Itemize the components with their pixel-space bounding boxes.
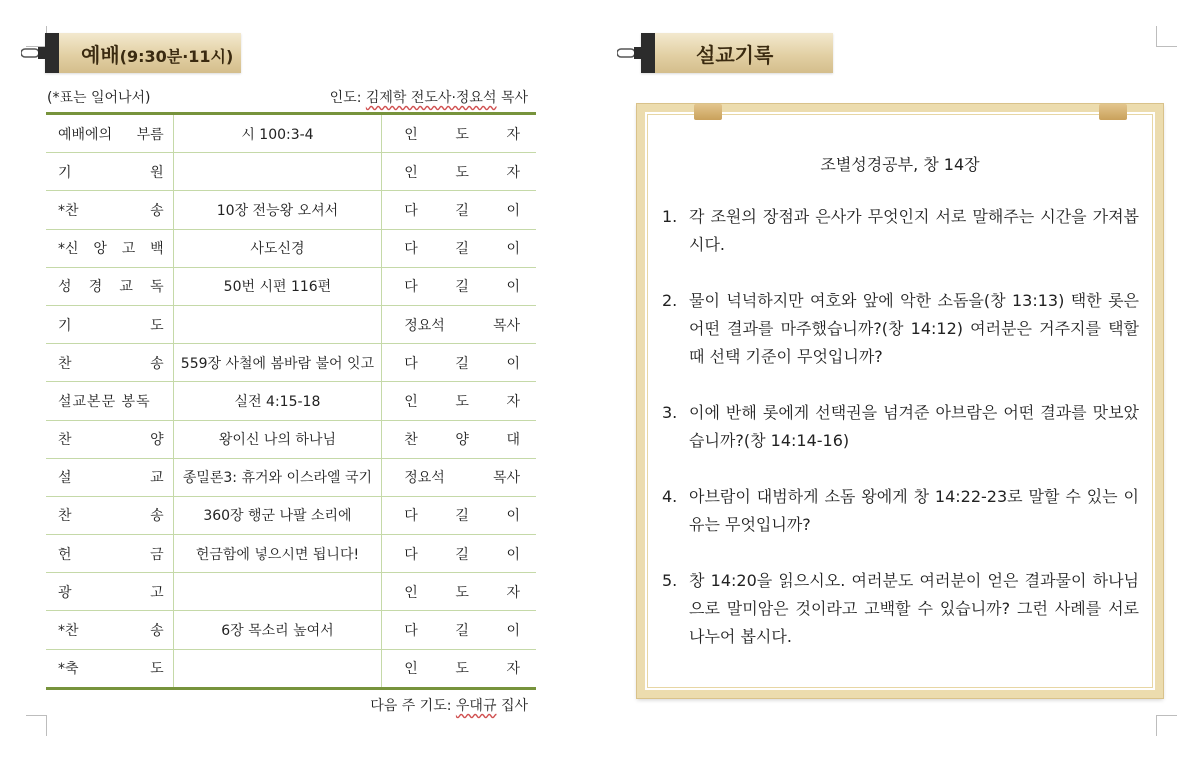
question-number: 4. — [662, 487, 678, 506]
question-text: 물이 넉넉하지만 여호와 앞에 악한 소돔을(창 13:13) 택한 롯은 어떤 결과를 마주했습니까?(창 14:12) 여러분은 거주지를 택할 때 선택 기준이 무엇입니까? — [689, 291, 1139, 366]
order-item-label: 찬 송 — [58, 508, 164, 525]
order-item-label: 찬 양 — [58, 432, 164, 449]
worship-banner — [45, 33, 241, 73]
order-item-label: 성 경 교 독 — [58, 279, 164, 296]
order-item-label: *찬 송 — [58, 623, 164, 640]
order-person-label: 다 길 이 — [404, 623, 520, 640]
order-item — [46, 267, 173, 305]
order-person-label: 다 길 이 — [404, 355, 520, 372]
question-text: 창 14:20을 읽으시오. 여러분도 여러분이 얻은 결과물이 하나님으로 말미암은 것이라고 고백할 수 있습니까? 그런 사례를 서로 나누어 봅시다. — [689, 571, 1139, 646]
order-person-label: 인 도 자 — [404, 584, 520, 601]
order-person — [382, 649, 536, 688]
table-row — [46, 420, 536, 458]
order-item — [46, 114, 173, 153]
order-item — [46, 229, 173, 267]
order-content: 6장 목소리 높여서 — [173, 611, 382, 649]
order-content — [173, 305, 382, 343]
order-item — [46, 382, 173, 420]
question-number: 5. — [662, 571, 678, 590]
order-item-label: 설교본문 봉독 — [58, 393, 151, 410]
order-person-label: 찬 양 대 — [404, 432, 520, 449]
order-person-label: 다 길 이 — [404, 202, 520, 219]
question-text: 이에 반해 롯에게 선택권을 넘겨준 아브람은 어떤 결과를 맛보았습니까?(창 14:14-16) — [689, 403, 1139, 450]
order-person — [382, 153, 536, 191]
question-number: 3. — [662, 403, 678, 422]
order-content: 헌금함에 넣으시면 됩니다! — [173, 535, 382, 573]
table-row — [46, 305, 536, 343]
order-item — [46, 420, 173, 458]
order-person — [382, 267, 536, 305]
order-item-label: *축 도 — [58, 661, 164, 678]
crop-mark-bottom-left — [26, 715, 47, 736]
stand-note: (*표는 일어나서) — [47, 90, 151, 106]
next-week-prayer: 다음 주 기도: 우대규 집사 — [370, 698, 528, 714]
order-person — [382, 114, 536, 153]
binder-clip-icon — [21, 46, 55, 60]
order-item — [46, 535, 173, 573]
order-person — [382, 305, 536, 343]
crop-mark-top-left — [26, 26, 47, 47]
crop-mark-bottom-right — [1156, 715, 1177, 736]
order-person-label: 정요석 목사 — [404, 317, 520, 334]
order-person — [382, 458, 536, 496]
order-item-label: *찬 송 — [58, 202, 164, 219]
order-person-label: 인 도 자 — [404, 126, 520, 143]
order-person — [382, 535, 536, 573]
order-content: 559장 사철에 봄바람 불어 잇고 — [173, 344, 382, 382]
order-content — [173, 153, 382, 191]
order-item-label: 헌 금 — [58, 546, 164, 563]
order-item — [46, 305, 173, 343]
order-item — [46, 496, 173, 534]
order-person-label: 다 길 이 — [404, 279, 520, 296]
order-content: 종밀론3: 휴거와 이스라엘 국기 — [173, 458, 382, 496]
sermon-title: 조별성경공부, 창 14장 — [820, 155, 980, 174]
order-person — [382, 344, 536, 382]
order-person — [382, 611, 536, 649]
order-person — [382, 229, 536, 267]
order-item-label: 광 고 — [58, 584, 164, 601]
order-item — [46, 458, 173, 496]
order-item — [46, 191, 173, 229]
order-item-label: 예배에의 부름 — [58, 126, 164, 143]
order-content: 사도신경 — [173, 229, 382, 267]
order-item — [46, 344, 173, 382]
order-item — [46, 611, 173, 649]
table-row — [46, 114, 536, 153]
table-row — [46, 153, 536, 191]
table-row — [46, 573, 536, 611]
tape-right — [1099, 104, 1127, 120]
order-content: 360장 행군 나팔 소리에 — [173, 496, 382, 534]
order-content — [173, 649, 382, 688]
question-text: 각 조원의 장점과 은사가 무엇인지 서로 말해주는 시간을 가져봅시다. — [689, 207, 1139, 254]
order-content: 실전 4:15-18 — [173, 382, 382, 420]
question-item — [662, 399, 1139, 455]
order-content: 50번 시편 116편 — [173, 267, 382, 305]
tape-left — [694, 104, 722, 120]
sermon-record-title: 설교기록 — [696, 42, 774, 67]
order-content — [173, 573, 382, 611]
table-row — [46, 535, 536, 573]
worship-title: 예배(9:30분·11시) — [81, 42, 234, 67]
order-person — [382, 573, 536, 611]
order-person — [382, 420, 536, 458]
leader-line: 인도: 김제학 전도사·정요석 목사 — [329, 90, 528, 106]
table-row — [46, 191, 536, 229]
order-item — [46, 573, 173, 611]
question-number: 1. — [662, 207, 678, 226]
table-row — [46, 649, 536, 688]
order-content: 시 100:3-4 — [173, 114, 382, 153]
order-item-label: 설 교 — [58, 470, 164, 487]
order-person-label: 다 길 이 — [404, 241, 520, 258]
order-person — [382, 191, 536, 229]
table-row — [46, 458, 536, 496]
table-row — [46, 229, 536, 267]
sermon-notes-frame — [637, 104, 1163, 698]
order-item — [46, 153, 173, 191]
order-content: 10장 전능왕 오셔서 — [173, 191, 382, 229]
order-person — [382, 496, 536, 534]
table-row — [46, 611, 536, 649]
question-item — [662, 203, 1139, 259]
question-item — [662, 567, 1139, 651]
order-person-label: 다 길 이 — [404, 546, 520, 563]
order-person-label: 다 길 이 — [404, 508, 520, 525]
order-item-label: 기 원 — [58, 164, 164, 181]
question-number: 2. — [662, 291, 678, 310]
table-row — [46, 267, 536, 305]
sermon-record-banner — [641, 33, 833, 73]
crop-mark-top-right — [1156, 26, 1177, 47]
order-person-label: 인 도 자 — [404, 661, 520, 678]
question-list — [662, 203, 1139, 679]
question-item — [662, 287, 1139, 371]
worship-order-table — [46, 112, 536, 690]
table-row — [46, 344, 536, 382]
question-text: 아브람이 대범하게 소돔 왕에게 창 14:22-23로 말할 수 있는 이유는 무엇입니까? — [689, 487, 1139, 534]
order-person-label: 정요석 목사 — [404, 470, 520, 487]
order-item — [46, 649, 173, 688]
question-item — [662, 483, 1139, 539]
order-person — [382, 382, 536, 420]
order-item-label: 기 도 — [58, 317, 164, 334]
order-person-label: 인 도 자 — [404, 393, 520, 410]
table-row — [46, 496, 536, 534]
order-content: 왕이신 나의 하나님 — [173, 420, 382, 458]
order-item-label: *신 앙 고 백 — [58, 241, 164, 258]
table-row — [46, 382, 536, 420]
order-item-label: 찬 송 — [58, 355, 164, 372]
binder-clip-icon — [617, 46, 651, 60]
order-person-label: 인 도 자 — [404, 164, 520, 181]
